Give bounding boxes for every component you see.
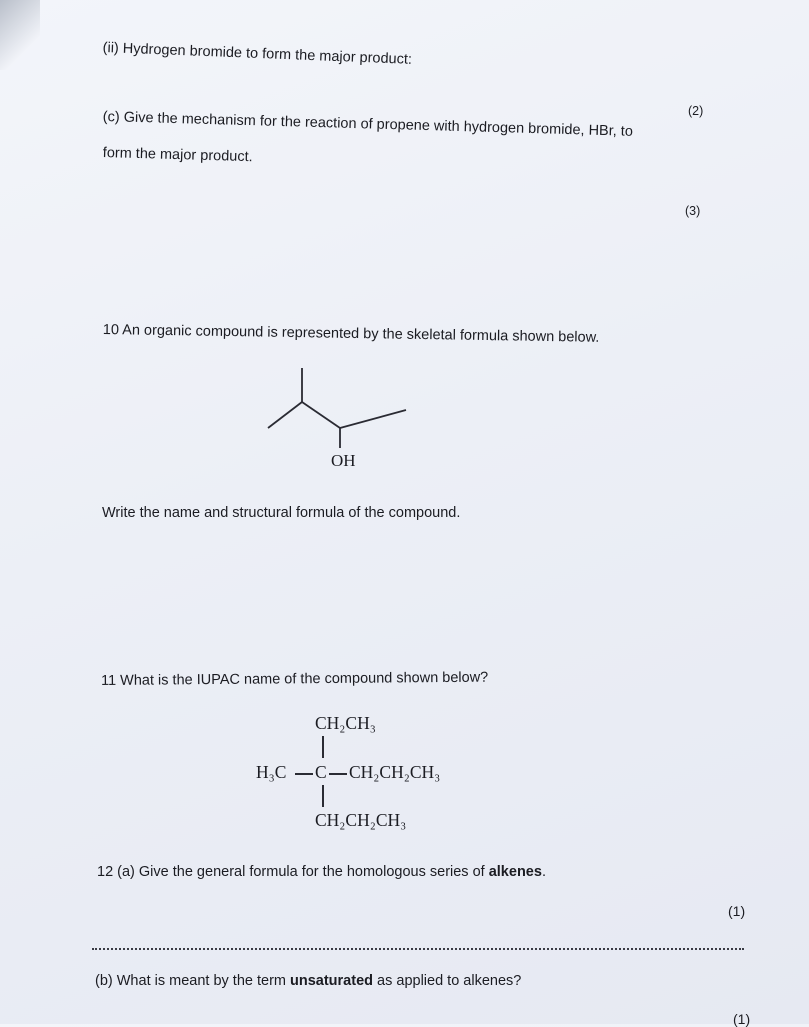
substituent-bottom: CH₂CH₂CH₃ xyxy=(315,810,407,830)
bond-vertical-bottom xyxy=(322,785,324,807)
central-carbon: C xyxy=(315,762,327,782)
q12b-bold-term: unsaturated xyxy=(290,973,374,989)
mark-1-a: (1) xyxy=(728,903,746,919)
question-12b-text xyxy=(95,973,521,989)
bond-vertical-top xyxy=(322,736,324,758)
q12a-suffix: . xyxy=(541,864,546,880)
hydroxyl-label: OH xyxy=(331,451,356,470)
right-group: CH₂CH₂CH₃ xyxy=(349,762,441,782)
bond-right xyxy=(340,410,406,428)
q12b-suffix: as applied to alkenes? xyxy=(373,973,522,989)
bond-left-dash xyxy=(295,773,313,775)
left-group: H₃C xyxy=(256,762,287,782)
question-ii-text: (ii) Hydrogen bromide to form the major product: xyxy=(102,40,413,68)
question-c-line1: (c) Give the mechanism for the reaction of propene with hydrogen bromide, HBr, to xyxy=(102,109,634,140)
question-11-text: 11 What is the IUPAC name of the compound shown below? xyxy=(101,669,489,689)
question-12a-text xyxy=(97,864,546,880)
skeletal-formula xyxy=(260,360,420,450)
question-10-instruction: Write the name and structural formula of the compound. xyxy=(102,505,461,521)
bond-left xyxy=(268,402,302,428)
q12a-bold-term: alkenes xyxy=(488,864,542,880)
bond-right-dash xyxy=(329,773,347,775)
answer-line[interactable] xyxy=(92,948,744,950)
page-edge-shadow xyxy=(0,0,40,70)
q12b-prefix: (b) What is meant by the term xyxy=(95,973,291,989)
mark-3: (3) xyxy=(685,204,701,218)
q12a-prefix: 12 (a) Give the general formula for the homologous series of xyxy=(97,864,489,880)
bond-middle xyxy=(302,402,340,428)
mark-1-b: (1) xyxy=(733,1011,751,1027)
substituent-top: CH₂CH₃ xyxy=(315,713,376,733)
question-c-line2: form the major product. xyxy=(102,145,253,166)
mark-2: (2) xyxy=(688,104,704,118)
question-10-text: 10 An organic compound is represented by the skeletal formula shown below. xyxy=(102,322,600,346)
